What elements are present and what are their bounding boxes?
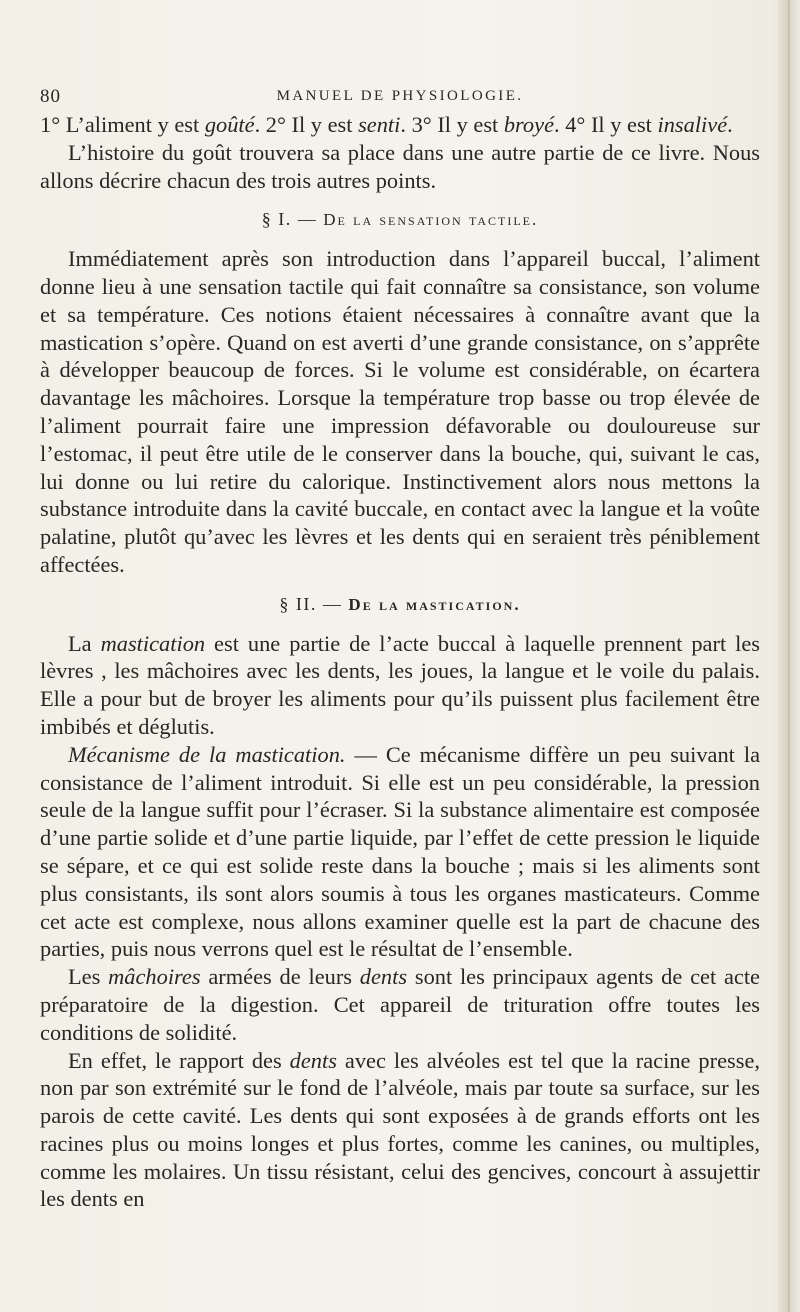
mastication-term: mastication [100,630,206,656]
mecanisme-text: — Ce mécanisme diffère un peu suivant la consistance de l’aliment introduit. Si elle est un peu considérable, la pression seule de la langue suffit pour l’écraser. Si la substance alimentaire est composée d’une partie solide et d’une partie liquide, par l’effet de cette pression le liquide se sépare, et ce qui est solide reste dans la bouche ; mais si les aliments sont plus consistants, ils sont alors soumis à tous les organes masticateurs. Comme cet acte est complexe, nous allons examiner quelle est la part de chacune des parties, puis nous verrons quel est le résultat de l’ensemble. [40,741,761,962]
machoires-before: Les [68,964,109,990]
machoires-paragraph [40,963,760,1046]
machoires-after: sont les principaux agents de cet acte préparatoire de la digestion. Cet appareil de trituration offre toutes les conditions de solidité. [40,964,760,1045]
running-header-title: MANUEL DE PHYSIOLOGIE. [276,88,524,104]
page-body [40,111,760,1213]
intro-goute: goûté [204,112,255,137]
mecanisme-paragraph [40,741,760,963]
section-title: De la sensation tactile. [323,210,539,230]
dents-term: dents [359,964,408,990]
intro-broye: broyé [503,112,555,137]
intro-text-1: 1° L’aliment y est [40,112,205,137]
section-heading-tactile [40,206,760,234]
machoires-term: mâchoires [108,964,201,990]
intro-text-5: . [727,112,733,137]
section-title: De la mastication. [348,594,521,614]
mastication-after: est une partie de l’acte buccal à laquelle prennent part les lèvres , les mâchoires avec les dents, les joues, la langue et le voile du palais. Elle a pour but de broyer les aliments pour qu’ils puissent plus facilement être imbibés et déglutis. [40,630,760,739]
effet-after: avec les alvéoles est tel que la racine presse, non par son extrémité sur le fond de l’alvéole, mais par toute sa surface, sur les parois de cette cavité. Les dents qui sont exposées à de grands efforts ont les racines plus ou moins longes et plus fortes, comme les canines, ou multiples, comme les molaires. Un tissu résistant, celui des gencives, concourt à assujettir les dents en [40,1047,760,1212]
effet-before: En effet, le rapport des [68,1047,290,1073]
section-number: § II. — [279,593,349,614]
tactile-paragraph: Immédiatement après son introduction dans l’appareil buccal, l’aliment donne lieu à une sensation tactile qui fait connaître sa consistance, son volume et sa température. Ces notions étaient nécessaires à connaître avant que la mastication s’opère. Quand on est averti d’une grande consistance, on s’apprête à développer beaucoup de forces. Si le volume est considérable, on écartera davantage les mâchoires. Lorsque la température trop basse ou trop élevée de l’aliment pourrait faire une impression défavorable ou douloureuse sur l’estomac, il peut être utile de le conserver dans la bouche, qui, suivant le cas, lui donne ou lui retire du calorique. Instinctivement alors nous mettons la substance introduite dans la cavité buccale, en contact avec la langue et la voûte palatine, plutôt qu’avec les lèvres et les dents qui en seraient très péniblement affectées. [40,246,760,577]
history-paragraph: L’histoire du goût trouvera sa place dans une autre partie de ce livre. Nous allons décrire chacun des trois autres points. [40,139,760,193]
effet-dents-term: dents [289,1047,337,1073]
running-head [40,86,760,108]
effet-paragraph [40,1047,760,1214]
intro-paragraph [40,111,760,139]
mecanisme-heading: Mécanisme de la mastication. [68,741,346,767]
gutter-line [788,0,790,1312]
intro-text-3: . 3° Il y est [400,112,504,137]
mastication-before: La [68,630,101,656]
page-number: 80 [40,86,61,107]
section-heading-mastication [40,591,760,619]
intro-text-2: . 2° Il y est [254,112,359,137]
intro-text-4: . 4° Il y est [554,112,658,137]
intro-insalive: insalivé [657,112,728,137]
section-number: § I. — [261,209,324,230]
intro-senti: senti [358,112,401,137]
machoires-middle: armées de leurs [200,964,360,990]
mastication-paragraph [40,630,760,741]
